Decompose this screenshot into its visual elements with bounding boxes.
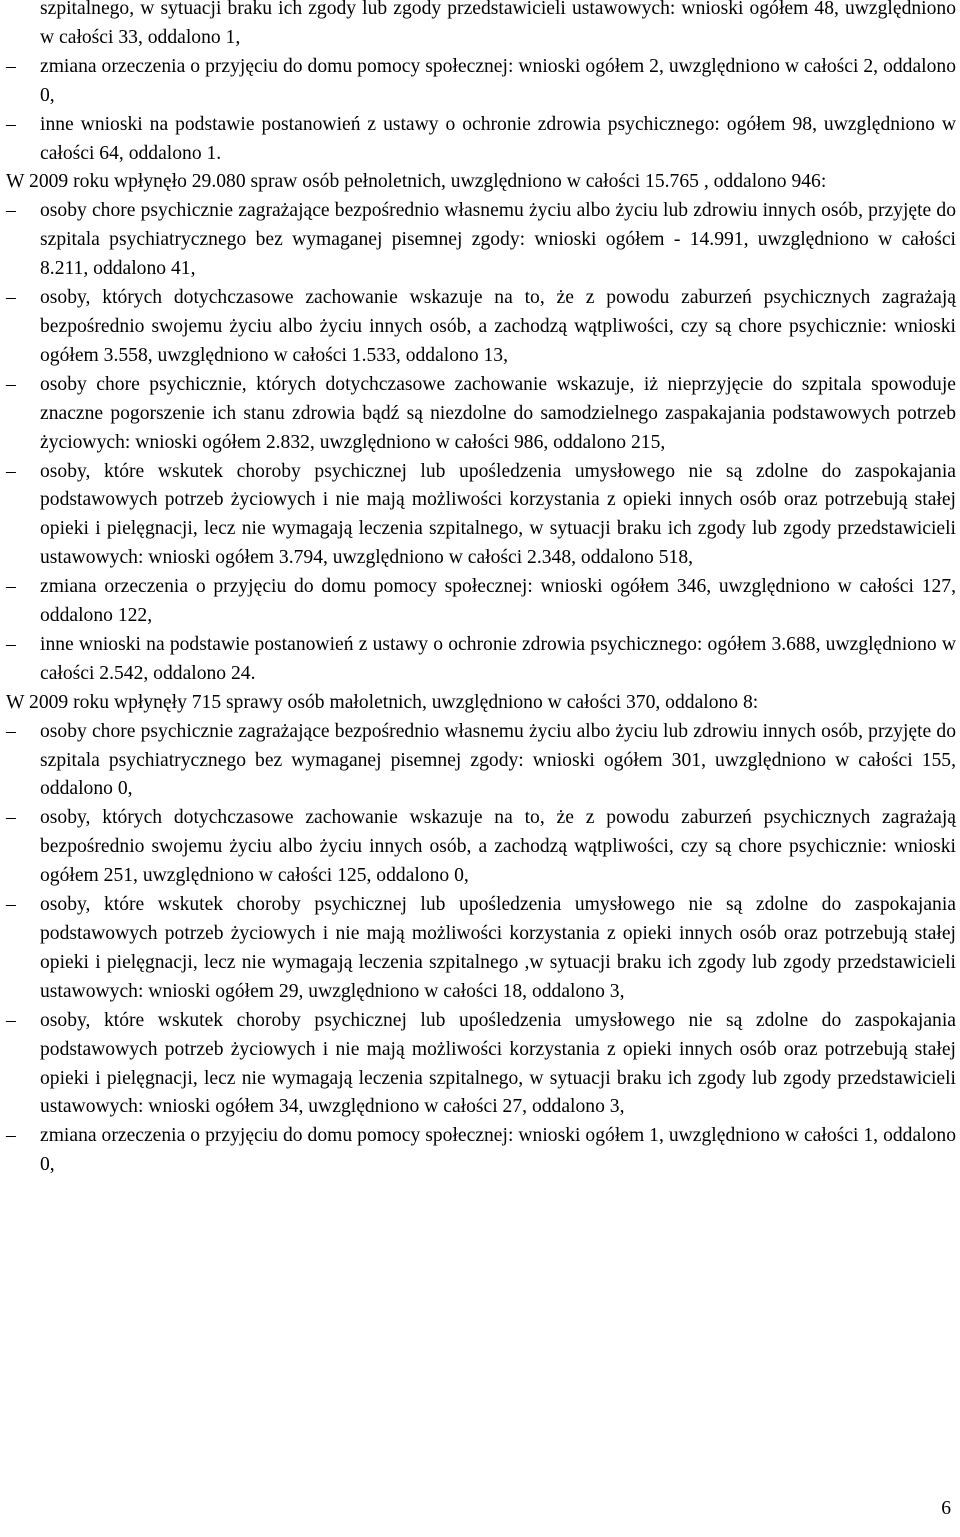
list-item-text: osoby, których dotychczasowe zachowanie wskazuje na to, że z powodu zaburzeń psychicznych zagrażają bezpośrednio swojemu życiu albo życiu innych osób, a zachodzą wątpliwości, czy są chore psychicznie: wnioski ogółem 251, uwzględniono w całości 125, oddalono 0,: [40, 807, 956, 887]
dash-bullet: –: [6, 633, 16, 655]
list-item-text: osoby, które wskutek choroby psychicznej lub upośledzenia umysłowego nie są zdolne do zaspokajania podstawowych potrzeb życiowych i nie mają możliwości korzystania z opieki innych osób oraz potrzebują stałej opieki i pielęgnacji, lecz nie wymagają leczenia szpitalnego ,w sytuacji braku ich zgody lub zgody przedstawicieli ustawowych: wnioski ogółem 29, uwzględniono w całości 18, oddalono 3,: [40, 894, 956, 1002]
adults-heading: W 2009 roku wpłynęło 29.080 spraw osób pełnoletnich, uwzględniono w całości 15.765 , oddalono 946:: [6, 171, 827, 193]
dash-bullet: –: [6, 894, 16, 916]
dash-bullet: –: [6, 576, 16, 598]
intro-continuation: szpitalnego, w sytuacji braku ich zgody lub zgody przedstawicieli ustawowych: wnioski ogółem 48, uwzględniono w całości 33, oddalono 1,: [40, 0, 956, 48]
minors-heading: W 2009 roku wpłynęły 715 sprawy osób małoletnich, uwzględniono w całości 370, oddalono 8:: [6, 691, 759, 713]
list-item: [6, 284, 956, 371]
list-item-text: inne wnioski na podstawie postanowień z ustawy o ochronie zdrowia psychicznego: ogółem 98, uwzględniono w całości 64, oddalono 1.: [40, 113, 956, 164]
list-item: [6, 891, 956, 1007]
list-item-text: osoby chore psychicznie, których dotychczasowe zachowanie wskazuje, iż nieprzyjęcie do szpitala spowoduje znaczne pogorszenie ich stanu zdrowia bądź są niezdolne do samodzielnego zaspakajania podstawowych potrzeb życiowych: wnioski ogółem 2.832, uwzględniono w całości 986, oddalono 215,: [40, 373, 956, 453]
list-item: [6, 804, 956, 891]
list-item: [6, 197, 956, 284]
list-item: [6, 718, 956, 805]
adults-list: [6, 197, 956, 688]
list-item: [6, 1122, 956, 1180]
dash-bullet: –: [6, 460, 16, 482]
dash-bullet: –: [6, 55, 16, 77]
dash-bullet: –: [6, 1009, 16, 1031]
dash-bullet: –: [6, 287, 16, 309]
dash-bullet: –: [6, 1125, 16, 1147]
dash-bullet: –: [6, 113, 16, 135]
list-item-text: osoby, które wskutek choroby psychicznej lub upośledzenia umysłowego nie są zdolne do zaspokajania podstawowych potrzeb życiowych i nie mają możliwości korzystania z opieki innych osób oraz potrzebują stałej opieki i pielęgnacji, lecz nie wymagają leczenia szpitalnego, w sytuacji braku ich zgody lub zgody przedstawicieli ustawowych: wnioski ogółem 3.794, uwzględniono w całości 2.348, oddalono 518,: [40, 460, 956, 569]
page-number: 6: [941, 1498, 951, 1519]
list-item: [6, 573, 956, 631]
list-item: [6, 631, 956, 689]
list-item: [6, 111, 956, 169]
list-item: [6, 371, 956, 458]
dash-bullet: –: [6, 807, 16, 829]
dash-bullet: –: [6, 373, 16, 395]
list-item-text: zmiana orzeczenia o przyjęciu do domu pomocy społecznej: wnioski ogółem 1, uwzględniono w całości 1, oddalono 0,: [40, 1125, 956, 1176]
dash-bullet: –: [6, 200, 16, 222]
intro-list: [6, 53, 956, 169]
list-item: [6, 1007, 956, 1123]
list-item-text: zmiana orzeczenia o przyjęciu do domu pomocy społecznej: wnioski ogółem 346, uwzględniono w całości 127, oddalono 122,: [40, 576, 956, 627]
document-page: [6, 0, 956, 1180]
list-item-text: osoby, które wskutek choroby psychicznej lub upośledzenia umysłowego nie są zdolne do zaspokajania podstawowych potrzeb życiowych i nie mają możliwości korzystania z opieki innych osób oraz potrzebują stałej opieki i pielęgnacji, lecz nie wymagają leczenia szpitalnego, w sytuacji braku ich zgody lub zgody przedstawicieli ustawowych: wnioski ogółem 34, uwzględniono w całości 27, oddalono 3,: [40, 1009, 956, 1118]
list-item-text: osoby, których dotychczasowe zachowanie wskazuje na to, że z powodu zaburzeń psychicznych zagrażają bezpośrednio swojemu życiu albo życiu innych osób, a zachodzą wątpliwości, czy są chore psychicznie: wnioski ogółem 3.558, uwzględniono w całości 1.533, oddalono 13,: [40, 287, 956, 366]
list-item-text: osoby chore psychicznie zagrażające bezpośrednio własnemu życiu albo życiu lub zdrowiu innych osób, przyjęte do szpitala psychiatrycznego bez wymaganej pisemnej zgody: wnioski ogółem - 14.991, uwzględniono w całości 8.211, oddalono 41,: [40, 200, 956, 280]
list-item-text: zmiana orzeczenia o przyjęciu do domu pomocy społecznej: wnioski ogółem 2, uwzględniono w całości 2, oddalono 0,: [40, 55, 956, 106]
list-item-text: inne wnioski na podstawie postanowień z ustawy o ochronie zdrowia psychicznego: ogółem 3.688, uwzględniono w całości 2.542, oddalono 24.: [40, 633, 956, 684]
list-item: [6, 53, 956, 111]
dash-bullet: –: [6, 720, 16, 742]
list-item-text: osoby chore psychicznie zagrażające bezpośrednio własnemu życiu albo życiu lub zdrowiu innych osób, przyjęte do szpitala psychiatrycznego bez wymaganej pisemnej zgody: wnioski ogółem 301, uwzględniono w całości 155, oddalono 0,: [40, 720, 956, 800]
minors-list: [6, 718, 956, 1181]
list-item: [6, 458, 956, 574]
